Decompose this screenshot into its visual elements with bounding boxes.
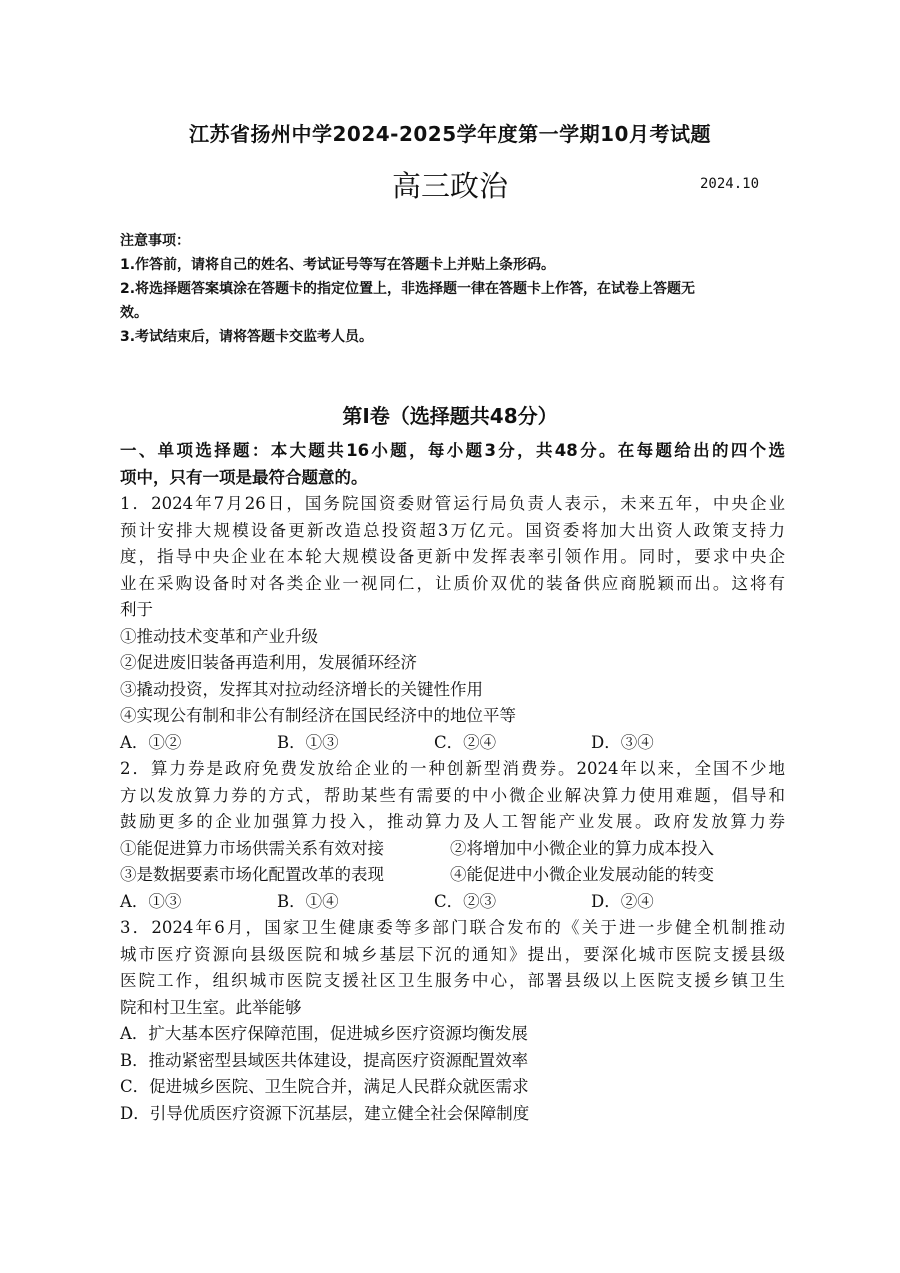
notice-item: 2.将选择题答案填涂在答题卡的指定位置上，非选择题一律在答题卡上作答，在试卷上答题无 — [120, 281, 696, 297]
question-3-stem: 城市医疗资源向县级医院和城乡基层下沉的通知》提出，要深化城市医院支援县级 — [120, 944, 785, 964]
question-1-stem: 度，指导中央企业在本轮大规模设备更新中发挥表率引领作用。同时，要求中央企 — [120, 547, 785, 566]
option-c: C．②③ — [434, 891, 497, 911]
question-2-statement-row — [120, 862, 785, 889]
exam-subject: 高三政治 — [391, 169, 508, 203]
option-c: C．②④ — [434, 732, 497, 752]
question-3-choice-d: D．引导优质医疗资源下沉基层，建立健全社会保障制度 — [120, 1103, 530, 1123]
question-1-statement: ②促进废旧装备再造利用，发展循环经济 — [120, 653, 417, 672]
question-3-choice-c: C．促进城乡医院、卫生院合并，满足人民群众就医需求 — [120, 1077, 529, 1096]
question-3-stem: 3．2024年6月，国家卫生健康委等多部门联合发布的《关于进一步健全机制推动 — [120, 918, 785, 937]
option-a: A．①② — [120, 732, 182, 752]
question-2-statement-row — [120, 836, 785, 863]
question-3-choice-a: A．扩大基本医疗保障范围，促进城乡医疗资源均衡发展 — [120, 1024, 528, 1043]
section-instruction: 一、单项选择题：本大题共16小题，每小题3分，共48分。在每题给出的四个选 — [120, 441, 785, 460]
question-1-stem: 业在采购设备时对各类企业一视同仁，让质价双优的装备供应商脱颖而出。这将有 — [120, 573, 785, 593]
question-2-stem: 方以发放算力券的方式，帮助某些有需要的中小微企业解决算力使用难题，倡导和 — [120, 785, 785, 805]
question-2-options — [120, 889, 785, 916]
questions-body — [120, 438, 785, 1127]
question-2-stem: 2．算力券是政府免费发放给企业的一种创新型消费券。2024年以来，全国不少地 — [120, 759, 785, 778]
question-2-statement: ②将增加中小微企业的算力成本投入 — [450, 838, 714, 858]
notice-item: 1.作答前，请将自己的姓名、考试证号等写在答题卡上并贴上条形码。 — [120, 257, 556, 273]
section-instruction: 项中，只有一项是最符合题意的。 — [120, 467, 368, 487]
question-1-options — [120, 730, 785, 757]
notice-block — [120, 229, 790, 349]
notice-heading: 注意事项： — [120, 233, 190, 249]
section-title: 第Ⅰ卷（选择题共48分） — [342, 404, 558, 428]
exam-title: 江苏省扬州中学2024-2025学年度第一学期10月考试题 — [189, 122, 711, 146]
option-d: D．③④ — [591, 732, 654, 752]
option-d: D．②④ — [591, 891, 654, 911]
question-1-stem: 利于 — [120, 600, 153, 619]
subtitle-row — [0, 164, 900, 204]
question-3-stem: 医院工作，组织城市医院支援社区卫生服务中心，部署县级以上医院支援乡镇卫生 — [120, 971, 785, 990]
question-1-statement: ④实现公有制和非公有制经济在国民经济中的地位平等 — [120, 706, 516, 725]
question-2-statement: ③是数据要素市场化配置改革的表现 — [120, 865, 384, 884]
option-b: B．①③ — [277, 732, 339, 752]
question-1-stem: 预计安排大规模设备更新改造总投资超3万亿元。国资委将加大出资人政策支持力 — [120, 520, 785, 540]
question-2-statement: ①能促进算力市场供需关系有效对接 — [120, 838, 384, 858]
question-3-stem: 院和村卫生室。此举能够 — [120, 997, 302, 1017]
option-b: B．①④ — [277, 891, 339, 911]
option-a: A．①③ — [120, 891, 182, 911]
notice-item: 3.考试结束后，请将答题卡交监考人员。 — [120, 329, 374, 345]
question-1-statement: ③撬动投资，发挥其对拉动经济增长的关键性作用 — [120, 679, 483, 699]
exam-date: 2024.10 — [700, 176, 760, 192]
question-3-choice-b: B．推动紧密型县域医共体建设，提高医疗资源配置效率 — [120, 1050, 529, 1070]
question-2-stem: 鼓励更多的企业加强算力投入，推动算力及人工智能产业发展。政府发放算力券 — [120, 812, 785, 831]
question-1-statement: ①推动技术变革和产业升级 — [120, 626, 318, 646]
question-1-stem: 1．2024年7月26日，国务院国资委财管运行局负责人表示，未来五年，中央企业 — [120, 494, 785, 513]
question-2-statement: ④能促进中小微企业发展动能的转变 — [450, 865, 714, 884]
notice-item: 效。 — [120, 305, 148, 321]
